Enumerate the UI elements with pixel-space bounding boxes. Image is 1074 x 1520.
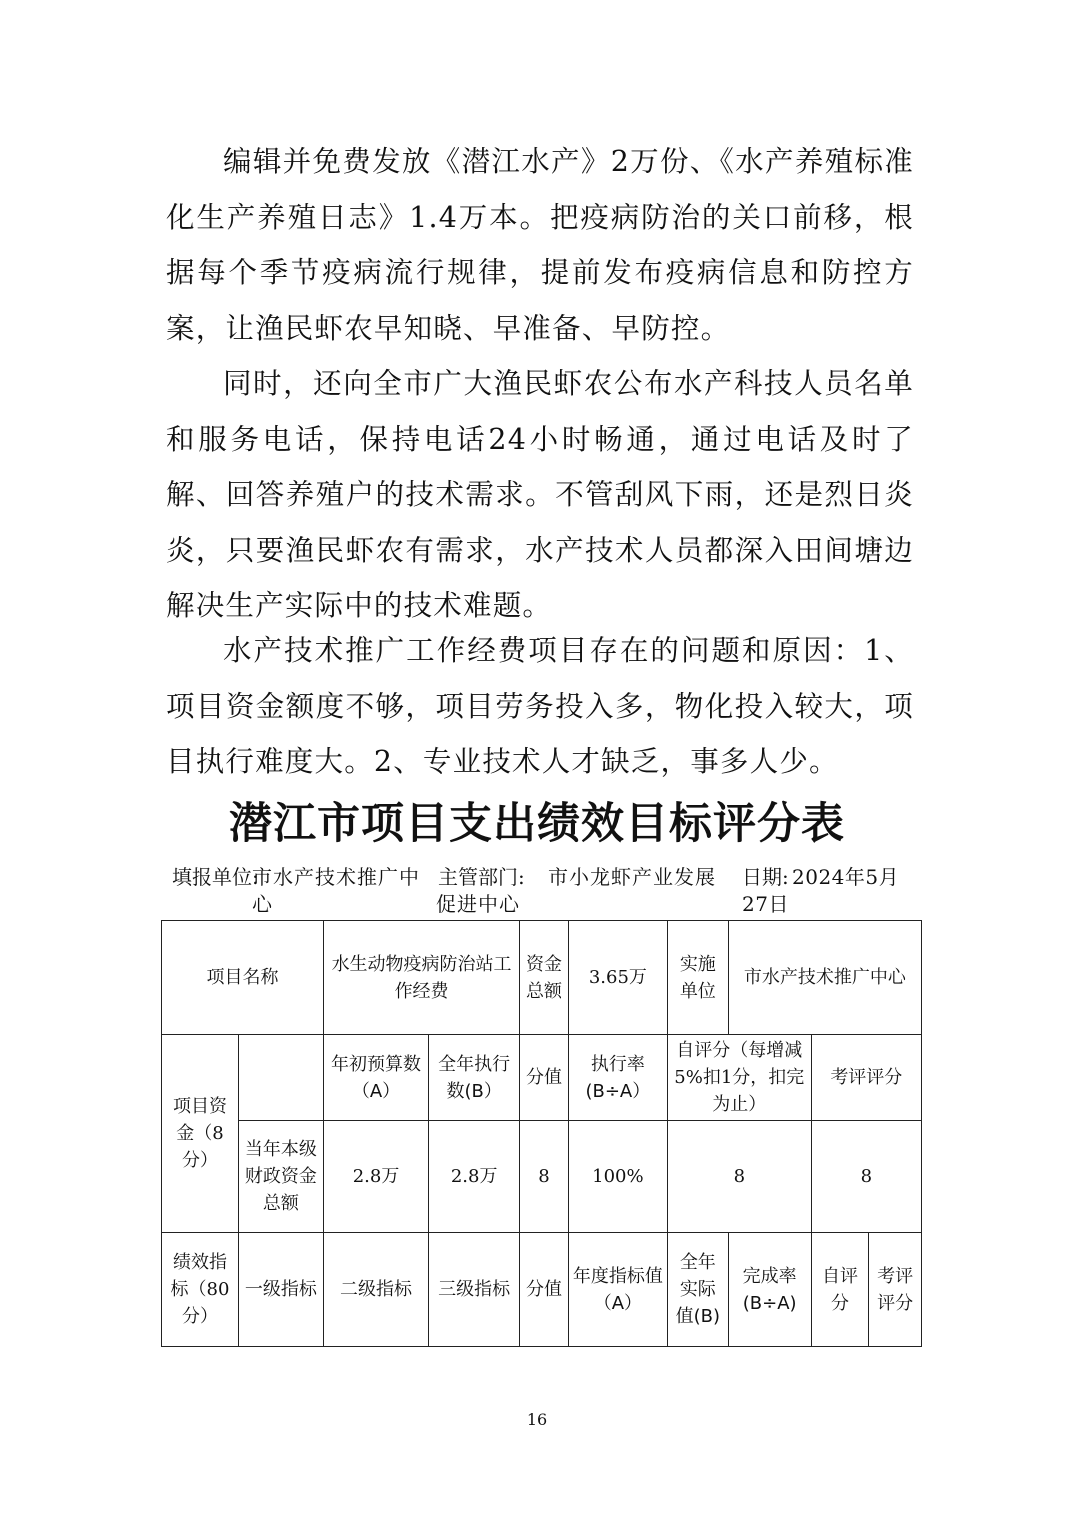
- perf-self-header: 自评分: [811, 1233, 869, 1347]
- budget-value: 2.8万: [323, 1121, 428, 1233]
- page-number: 16: [526, 1410, 548, 1429]
- budget-header: 年初预算数（A）: [323, 1035, 428, 1121]
- rate-header: 执行率(B÷A）: [568, 1035, 667, 1121]
- meta-unit-label: 填报单位:: [172, 865, 259, 889]
- meta-date-label: 日期:: [742, 865, 789, 889]
- level1-header: 一级指标: [238, 1233, 323, 1347]
- total-funds-label: 资金总额: [520, 921, 569, 1035]
- funds-label: 项目资金（8分）: [162, 1035, 239, 1233]
- completion-rate-header: 完成率(B÷A): [728, 1233, 811, 1347]
- perf-label: 绩效指标（80分）: [162, 1233, 239, 1347]
- rate-value: 100%: [568, 1121, 667, 1233]
- funds-blank-cell: [238, 1035, 323, 1121]
- score-value: 8: [520, 1121, 569, 1233]
- project-row: [162, 921, 922, 1035]
- paragraph-1: 编辑并免费发放《潜江水产》2万份、《水产养殖标准化生产养殖日志》1.4万本。把疫病防治的关口前移，根据每个季节疫病流行规律，提前发布疫病信息和防控方案，让渔民虾农早知晓、早准备、早防控。: [166, 145, 914, 345]
- impl-unit-value: 市水产技术推广中心: [728, 921, 921, 1035]
- self-score-header: 自评分（每增减5%扣1分，扣完为止）: [667, 1035, 811, 1121]
- score-table: [161, 920, 922, 1347]
- funds-value-row: [162, 1121, 922, 1233]
- self-score-value: 8: [667, 1121, 811, 1233]
- exec-value: 2.8万: [429, 1121, 520, 1233]
- paragraph-3: 水产技术推广工作经费项目存在的问题和原因：1、项目资金额度不够，项目劳务投入多，物化投入较大，项目执行难度大。2、专业技术人才缺乏，事多人少。: [166, 634, 914, 778]
- impl-unit-label: 实施单位: [667, 921, 728, 1035]
- funds-row-label: 当年本级财政资金总额: [238, 1121, 323, 1233]
- actual-header: 全年实际值(B): [667, 1233, 728, 1347]
- review-score-header: 考评评分: [811, 1035, 921, 1121]
- total-funds-value: 3.65万: [568, 921, 667, 1035]
- level2-header: 二级指标: [323, 1233, 428, 1347]
- meta-unit-value: 市水产技术推广中心: [252, 865, 420, 916]
- meta-date-value: 2024年5月27日: [742, 865, 900, 916]
- page-title: 潜江市项目支出绩效目标评分表: [229, 799, 845, 849]
- meta-dept-label: 主管部门:: [438, 865, 525, 889]
- project-name-value: 水生动物疫病防治站工作经费: [323, 921, 519, 1035]
- exec-header: 全年执行数(B）: [429, 1035, 520, 1121]
- review-score-value: 8: [811, 1121, 921, 1233]
- project-name-label: 项目名称: [162, 921, 324, 1035]
- level3-header: 三级指标: [429, 1233, 520, 1347]
- target-header: 年度指标值（A）: [568, 1233, 667, 1347]
- perf-score-header: 分值: [520, 1233, 569, 1347]
- perf-header-row: [162, 1233, 922, 1347]
- meta-dept-value: 市小龙虾产业发展促进中心: [436, 865, 716, 916]
- paragraph-2: 同时，还向全市广大渔民虾农公布水产科技人员名单和服务电话，保持电话24小时畅通，通过电话及时了解、回答养殖户的技术需求。不管刮风下雨，还是烈日炎炎，只要渔民虾农有需求，水产技术人员都深入田间塘边解决生产实际中的技术难题。: [166, 367, 914, 622]
- perf-review-header: 考评评分: [869, 1233, 922, 1347]
- funds-header-row: [162, 1035, 922, 1121]
- score-header: 分值: [520, 1035, 569, 1121]
